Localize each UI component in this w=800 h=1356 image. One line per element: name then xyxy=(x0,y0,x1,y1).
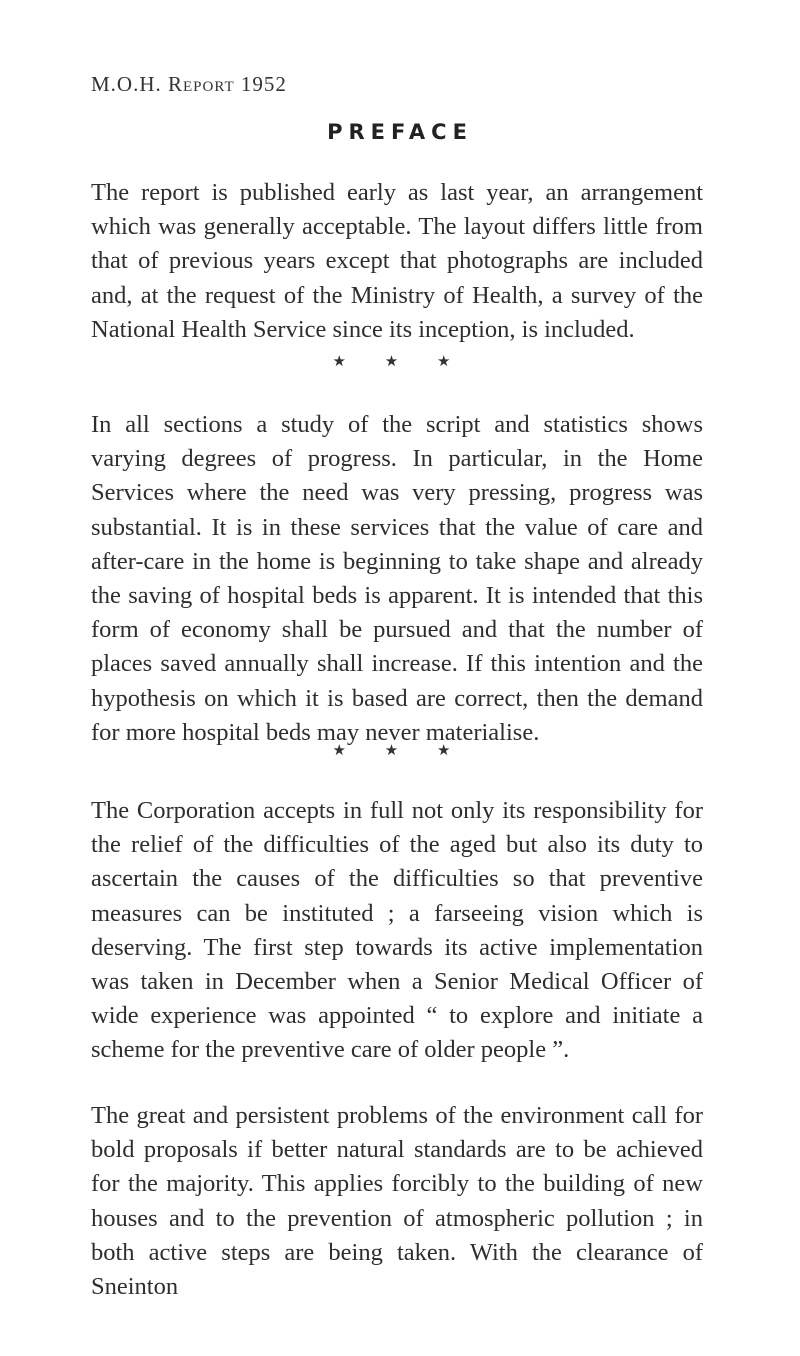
running-head xyxy=(91,72,287,97)
paragraph-4: The great and persistent problems of the environment call for bold proposals if better natural standards are to be achieved for the majority. This applies forcibly to the building of new houses and to the prevention of atmospheric pollution ; in both active steps are being taken. With the clearance of Sneinton xyxy=(91,1102,703,1301)
paragraph-1: The report is published early as last year, an arrangement which was generally acceptable. The layout differs little from that of previous years except that photographs are included and, at the request of the Ministry of Health, a survey of the National Health Service since its inception, is included. xyxy=(91,179,703,343)
section-separator-1: ★ ★ ★ xyxy=(332,352,468,370)
running-head-year: 1952 xyxy=(240,72,287,96)
paragraph-3: The Corporation accepts in full not only its responsibility for the relief of the difficulties of the aged but also its duty to ascertain the causes of the difficulties so that preventive measures can be instituted ; a farseeing vision which is deserving. The first step towards its active implementation was taken in December when a Senior Medical Officer of wide experience was appointed “ to explore and initiate a scheme for the preventive care of older people ”. xyxy=(91,797,703,1064)
paragraph-2: In all sections a study of the script and statistics shows varying degrees of progress. In particular, in the Home Services where the need was very pressing, progress was substantial. It is in these services that the value of care and after-care in the home is beginning to take shape and already the saving of hospital beds is apparent. It is intended that this form of economy shall be pursued and that the number of places saved annually shall increase. If this intention and the hypothesis on which it is based are correct, then the demand for more hospital beds may never materialise. xyxy=(91,411,703,746)
section-separator-2: ★ ★ ★ xyxy=(332,741,468,759)
running-head-prefix: M.O.H. xyxy=(91,72,162,96)
page-title: PREFACE xyxy=(327,120,473,144)
running-head-word: Report xyxy=(168,72,235,96)
